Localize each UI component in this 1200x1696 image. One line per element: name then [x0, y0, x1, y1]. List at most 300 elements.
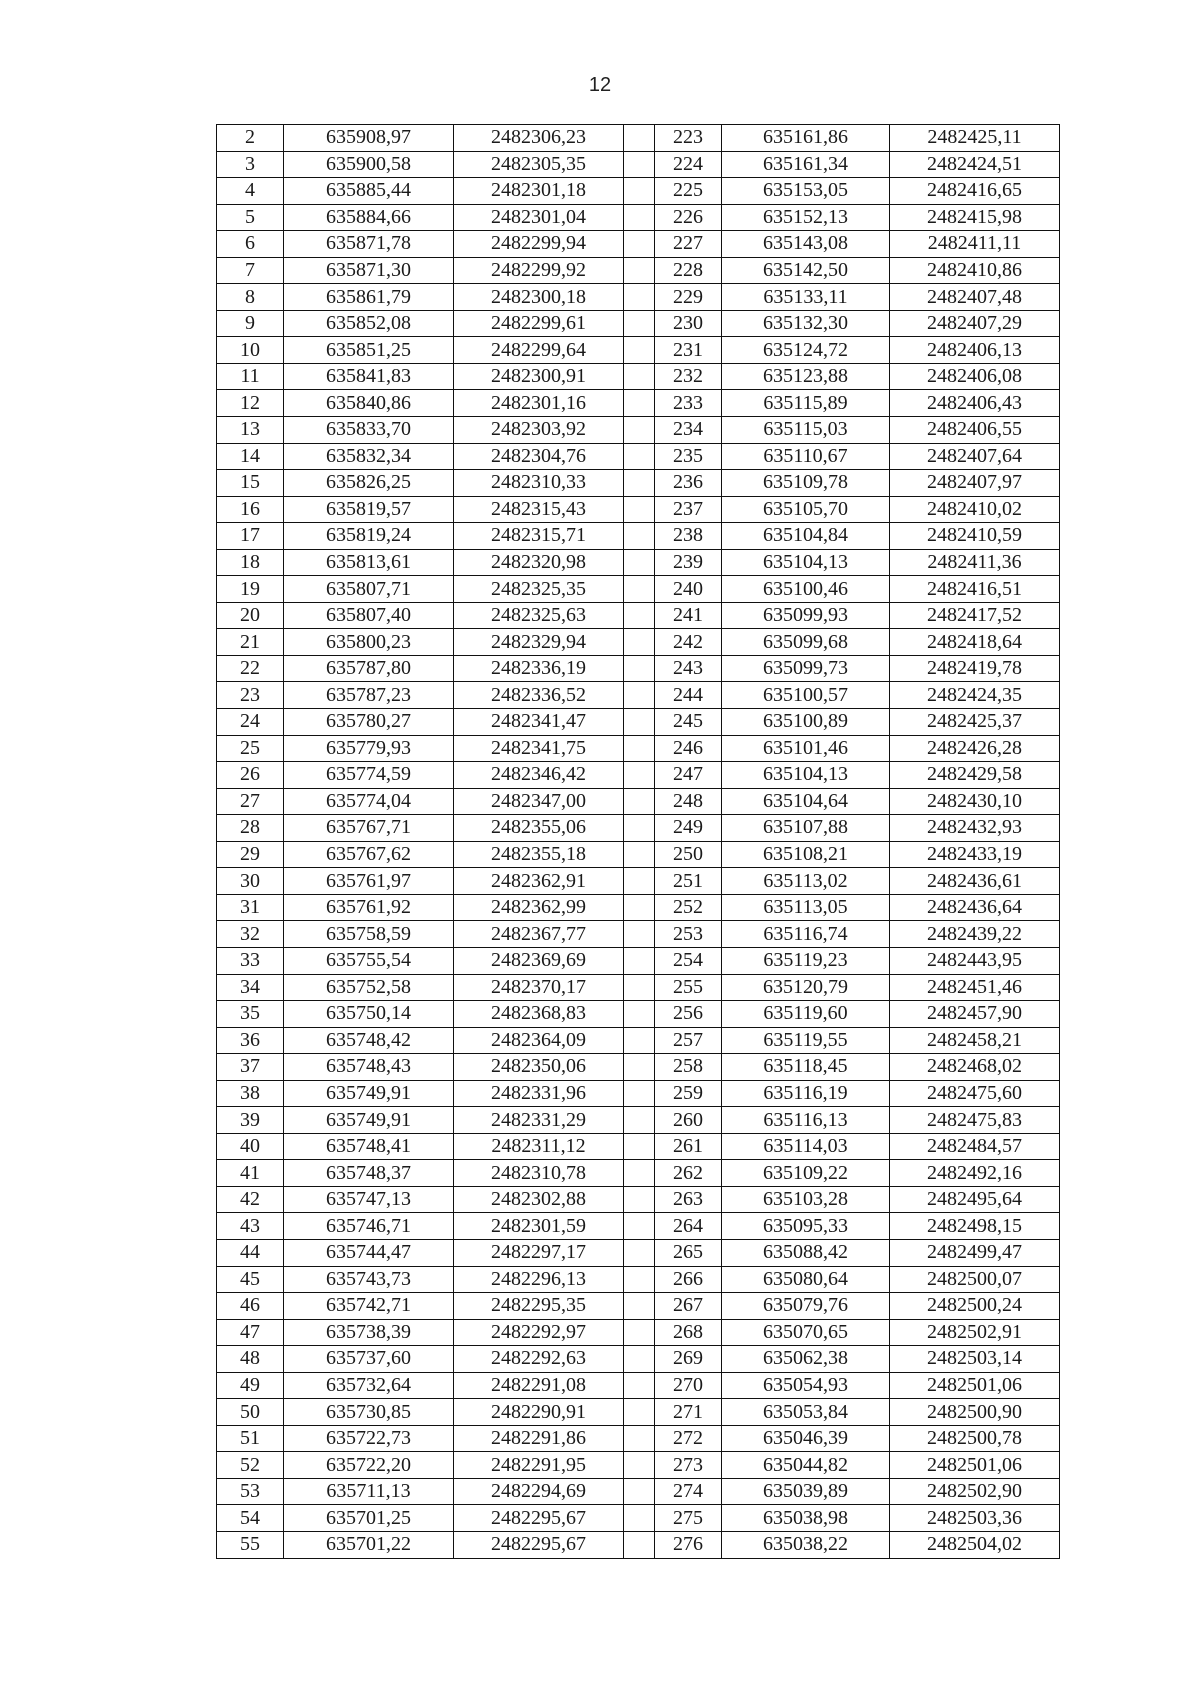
left-y-coordinate-cell: 2482295,67	[454, 1531, 624, 1558]
table-row	[217, 125, 1060, 152]
left-point-number-cell: 6	[217, 231, 284, 258]
separator-cell	[624, 1531, 655, 1558]
right-x-coordinate-cell: 635119,23	[722, 947, 890, 974]
right-y-coordinate-cell: 2482410,59	[890, 523, 1060, 550]
separator-cell	[624, 204, 655, 231]
left-y-coordinate-cell: 2482370,17	[454, 974, 624, 1001]
separator-cell	[624, 1186, 655, 1213]
right-y-coordinate-cell: 2482501,06	[890, 1372, 1060, 1399]
right-x-coordinate-cell: 635109,22	[722, 1160, 890, 1187]
left-x-coordinate-cell: 635779,93	[284, 735, 454, 762]
left-y-coordinate-cell: 2482299,64	[454, 337, 624, 364]
left-point-number-cell: 43	[217, 1213, 284, 1240]
separator-cell	[624, 1080, 655, 1107]
separator-cell	[624, 868, 655, 895]
left-point-number-cell: 4	[217, 178, 284, 205]
right-point-number-cell: 229	[655, 284, 722, 311]
left-point-number-cell: 9	[217, 310, 284, 337]
left-y-coordinate-cell: 2482341,47	[454, 709, 624, 736]
left-point-number-cell: 51	[217, 1425, 284, 1452]
table-row	[217, 257, 1060, 284]
right-y-coordinate-cell: 2482425,11	[890, 125, 1060, 152]
left-x-coordinate-cell: 635871,78	[284, 231, 454, 258]
table-row	[217, 576, 1060, 603]
table-row	[217, 1531, 1060, 1558]
left-y-coordinate-cell: 2482292,63	[454, 1346, 624, 1373]
left-y-coordinate-cell: 2482355,06	[454, 815, 624, 842]
right-x-coordinate-cell: 635103,28	[722, 1186, 890, 1213]
right-x-coordinate-cell: 635119,55	[722, 1027, 890, 1054]
left-x-coordinate-cell: 635730,85	[284, 1399, 454, 1426]
right-point-number-cell: 227	[655, 231, 722, 258]
left-point-number-cell: 15	[217, 470, 284, 497]
left-y-coordinate-cell: 2482301,18	[454, 178, 624, 205]
right-x-coordinate-cell: 635109,78	[722, 470, 890, 497]
left-x-coordinate-cell: 635800,23	[284, 629, 454, 656]
right-point-number-cell: 269	[655, 1346, 722, 1373]
table-row	[217, 1372, 1060, 1399]
right-point-number-cell: 258	[655, 1054, 722, 1081]
left-x-coordinate-cell: 635780,27	[284, 709, 454, 736]
left-y-coordinate-cell: 2482291,08	[454, 1372, 624, 1399]
left-x-coordinate-cell: 635752,58	[284, 974, 454, 1001]
left-y-coordinate-cell: 2482300,18	[454, 284, 624, 311]
left-y-coordinate-cell: 2482302,88	[454, 1186, 624, 1213]
separator-cell	[624, 1478, 655, 1505]
right-x-coordinate-cell: 635095,33	[722, 1213, 890, 1240]
separator-cell	[624, 337, 655, 364]
left-point-number-cell: 35	[217, 1001, 284, 1028]
left-point-number-cell: 40	[217, 1133, 284, 1160]
right-y-coordinate-cell: 2482416,65	[890, 178, 1060, 205]
left-point-number-cell: 3	[217, 151, 284, 178]
left-y-coordinate-cell: 2482304,76	[454, 443, 624, 470]
separator-cell	[624, 1239, 655, 1266]
left-x-coordinate-cell: 635819,24	[284, 523, 454, 550]
table-row	[217, 363, 1060, 390]
right-x-coordinate-cell: 635116,13	[722, 1107, 890, 1134]
table-row	[217, 709, 1060, 736]
left-point-number-cell: 17	[217, 523, 284, 550]
left-x-coordinate-cell: 635774,59	[284, 762, 454, 789]
right-y-coordinate-cell: 2482500,78	[890, 1425, 1060, 1452]
table-row	[217, 1133, 1060, 1160]
table-row	[217, 470, 1060, 497]
right-y-coordinate-cell: 2482406,13	[890, 337, 1060, 364]
left-y-coordinate-cell: 2482325,63	[454, 602, 624, 629]
separator-cell	[624, 947, 655, 974]
right-x-coordinate-cell: 635132,30	[722, 310, 890, 337]
right-point-number-cell: 257	[655, 1027, 722, 1054]
right-point-number-cell: 238	[655, 523, 722, 550]
right-x-coordinate-cell: 635161,86	[722, 125, 890, 152]
left-y-coordinate-cell: 2482364,09	[454, 1027, 624, 1054]
left-point-number-cell: 45	[217, 1266, 284, 1293]
left-y-coordinate-cell: 2482306,23	[454, 125, 624, 152]
right-x-coordinate-cell: 635113,05	[722, 894, 890, 921]
right-x-coordinate-cell: 635114,03	[722, 1133, 890, 1160]
left-y-coordinate-cell: 2482310,78	[454, 1160, 624, 1187]
table-row	[217, 1293, 1060, 1320]
left-x-coordinate-cell: 635884,66	[284, 204, 454, 231]
left-y-coordinate-cell: 2482303,92	[454, 417, 624, 444]
right-y-coordinate-cell: 2482418,64	[890, 629, 1060, 656]
right-x-coordinate-cell: 635038,22	[722, 1531, 890, 1558]
right-y-coordinate-cell: 2482411,36	[890, 549, 1060, 576]
table-row	[217, 1478, 1060, 1505]
left-point-number-cell: 52	[217, 1452, 284, 1479]
left-point-number-cell: 21	[217, 629, 284, 656]
left-x-coordinate-cell: 635749,91	[284, 1107, 454, 1134]
separator-cell	[624, 1505, 655, 1532]
table-row	[217, 762, 1060, 789]
left-point-number-cell: 25	[217, 735, 284, 762]
separator-cell	[624, 523, 655, 550]
table-row	[217, 629, 1060, 656]
left-y-coordinate-cell: 2482296,13	[454, 1266, 624, 1293]
right-point-number-cell: 266	[655, 1266, 722, 1293]
left-y-coordinate-cell: 2482301,16	[454, 390, 624, 417]
right-x-coordinate-cell: 635124,72	[722, 337, 890, 364]
right-y-coordinate-cell: 2482419,78	[890, 655, 1060, 682]
right-x-coordinate-cell: 635046,39	[722, 1425, 890, 1452]
table-row	[217, 1107, 1060, 1134]
right-point-number-cell: 250	[655, 841, 722, 868]
left-x-coordinate-cell: 635861,79	[284, 284, 454, 311]
right-x-coordinate-cell: 635161,34	[722, 151, 890, 178]
left-point-number-cell: 12	[217, 390, 284, 417]
left-x-coordinate-cell: 635813,61	[284, 549, 454, 576]
right-y-coordinate-cell: 2482468,02	[890, 1054, 1060, 1081]
right-point-number-cell: 263	[655, 1186, 722, 1213]
table-row	[217, 735, 1060, 762]
separator-cell	[624, 125, 655, 152]
separator-cell	[624, 1346, 655, 1373]
right-y-coordinate-cell: 2482475,83	[890, 1107, 1060, 1134]
left-x-coordinate-cell: 635900,58	[284, 151, 454, 178]
left-point-number-cell: 26	[217, 762, 284, 789]
left-y-coordinate-cell: 2482292,97	[454, 1319, 624, 1346]
left-y-coordinate-cell: 2482368,83	[454, 1001, 624, 1028]
separator-cell	[624, 310, 655, 337]
left-point-number-cell: 28	[217, 815, 284, 842]
right-point-number-cell: 275	[655, 1505, 722, 1532]
right-point-number-cell: 228	[655, 257, 722, 284]
left-x-coordinate-cell: 635851,25	[284, 337, 454, 364]
right-point-number-cell: 252	[655, 894, 722, 921]
left-x-coordinate-cell: 635767,71	[284, 815, 454, 842]
left-point-number-cell: 27	[217, 788, 284, 815]
right-y-coordinate-cell: 2482433,19	[890, 841, 1060, 868]
left-y-coordinate-cell: 2482290,91	[454, 1399, 624, 1426]
table-row	[217, 337, 1060, 364]
separator-cell	[624, 921, 655, 948]
table-row	[217, 151, 1060, 178]
separator-cell	[624, 1160, 655, 1187]
right-x-coordinate-cell: 635053,84	[722, 1399, 890, 1426]
right-point-number-cell: 245	[655, 709, 722, 736]
left-x-coordinate-cell: 635747,13	[284, 1186, 454, 1213]
separator-cell	[624, 1372, 655, 1399]
table-row	[217, 1399, 1060, 1426]
left-y-coordinate-cell: 2482350,06	[454, 1054, 624, 1081]
right-point-number-cell: 223	[655, 125, 722, 152]
left-x-coordinate-cell: 635755,54	[284, 947, 454, 974]
right-y-coordinate-cell: 2482500,90	[890, 1399, 1060, 1426]
separator-cell	[624, 735, 655, 762]
right-x-coordinate-cell: 635153,05	[722, 178, 890, 205]
left-point-number-cell: 42	[217, 1186, 284, 1213]
right-x-coordinate-cell: 635115,89	[722, 390, 890, 417]
right-y-coordinate-cell: 2482502,90	[890, 1478, 1060, 1505]
left-x-coordinate-cell: 635819,57	[284, 496, 454, 523]
table-row	[217, 788, 1060, 815]
separator-cell	[624, 1027, 655, 1054]
left-point-number-cell: 55	[217, 1531, 284, 1558]
left-y-coordinate-cell: 2482315,71	[454, 523, 624, 550]
right-x-coordinate-cell: 635152,13	[722, 204, 890, 231]
separator-cell	[624, 1266, 655, 1293]
table-row	[217, 1186, 1060, 1213]
right-x-coordinate-cell: 635080,64	[722, 1266, 890, 1293]
right-y-coordinate-cell: 2482407,29	[890, 310, 1060, 337]
right-y-coordinate-cell: 2482425,37	[890, 709, 1060, 736]
table-row	[217, 1346, 1060, 1373]
right-point-number-cell: 254	[655, 947, 722, 974]
left-y-coordinate-cell: 2482299,94	[454, 231, 624, 258]
left-x-coordinate-cell: 635738,39	[284, 1319, 454, 1346]
right-x-coordinate-cell: 635100,46	[722, 576, 890, 603]
separator-cell	[624, 470, 655, 497]
right-x-coordinate-cell: 635104,84	[722, 523, 890, 550]
left-x-coordinate-cell: 635832,34	[284, 443, 454, 470]
right-point-number-cell: 246	[655, 735, 722, 762]
right-point-number-cell: 234	[655, 417, 722, 444]
right-y-coordinate-cell: 2482407,97	[890, 470, 1060, 497]
right-point-number-cell: 231	[655, 337, 722, 364]
right-y-coordinate-cell: 2482501,06	[890, 1452, 1060, 1479]
right-point-number-cell: 251	[655, 868, 722, 895]
right-y-coordinate-cell: 2482406,43	[890, 390, 1060, 417]
table-row	[217, 204, 1060, 231]
right-point-number-cell: 230	[655, 310, 722, 337]
table-row	[217, 417, 1060, 444]
table-row	[217, 894, 1060, 921]
left-y-coordinate-cell: 2482297,17	[454, 1239, 624, 1266]
separator-cell	[624, 549, 655, 576]
left-x-coordinate-cell: 635841,83	[284, 363, 454, 390]
right-point-number-cell: 261	[655, 1133, 722, 1160]
separator-cell	[624, 1319, 655, 1346]
table-row	[217, 1213, 1060, 1240]
left-x-coordinate-cell: 635746,71	[284, 1213, 454, 1240]
left-point-number-cell: 41	[217, 1160, 284, 1187]
right-x-coordinate-cell: 635099,93	[722, 602, 890, 629]
separator-cell	[624, 1293, 655, 1320]
separator-cell	[624, 417, 655, 444]
right-y-coordinate-cell: 2482504,02	[890, 1531, 1060, 1558]
left-y-coordinate-cell: 2482295,35	[454, 1293, 624, 1320]
right-y-coordinate-cell: 2482415,98	[890, 204, 1060, 231]
left-point-number-cell: 13	[217, 417, 284, 444]
table-row	[217, 549, 1060, 576]
left-y-coordinate-cell: 2482362,99	[454, 894, 624, 921]
right-point-number-cell: 273	[655, 1452, 722, 1479]
right-point-number-cell: 224	[655, 151, 722, 178]
separator-cell	[624, 496, 655, 523]
left-point-number-cell: 44	[217, 1239, 284, 1266]
right-x-coordinate-cell: 635088,42	[722, 1239, 890, 1266]
right-y-coordinate-cell: 2482436,61	[890, 868, 1060, 895]
right-x-coordinate-cell: 635120,79	[722, 974, 890, 1001]
separator-cell	[624, 841, 655, 868]
left-x-coordinate-cell: 635748,43	[284, 1054, 454, 1081]
right-y-coordinate-cell: 2482411,11	[890, 231, 1060, 258]
table-row	[217, 231, 1060, 258]
left-x-coordinate-cell: 635742,71	[284, 1293, 454, 1320]
separator-cell	[624, 815, 655, 842]
right-point-number-cell: 225	[655, 178, 722, 205]
table-row	[217, 682, 1060, 709]
table-row	[217, 1239, 1060, 1266]
right-x-coordinate-cell: 635115,03	[722, 417, 890, 444]
left-y-coordinate-cell: 2482299,92	[454, 257, 624, 284]
right-point-number-cell: 267	[655, 1293, 722, 1320]
right-y-coordinate-cell: 2482499,47	[890, 1239, 1060, 1266]
left-x-coordinate-cell: 635807,40	[284, 602, 454, 629]
left-point-number-cell: 39	[217, 1107, 284, 1134]
left-x-coordinate-cell: 635737,60	[284, 1346, 454, 1373]
separator-cell	[624, 894, 655, 921]
separator-cell	[624, 1054, 655, 1081]
table-row	[217, 1319, 1060, 1346]
left-y-coordinate-cell: 2482295,67	[454, 1505, 624, 1532]
table-row	[217, 974, 1060, 1001]
right-x-coordinate-cell: 635110,67	[722, 443, 890, 470]
left-y-coordinate-cell: 2482367,77	[454, 921, 624, 948]
right-y-coordinate-cell: 2482424,51	[890, 151, 1060, 178]
left-point-number-cell: 50	[217, 1399, 284, 1426]
left-x-coordinate-cell: 635743,73	[284, 1266, 454, 1293]
left-point-number-cell: 7	[217, 257, 284, 284]
right-x-coordinate-cell: 635099,73	[722, 655, 890, 682]
right-x-coordinate-cell: 635099,68	[722, 629, 890, 656]
right-y-coordinate-cell: 2482407,48	[890, 284, 1060, 311]
table-row	[217, 1266, 1060, 1293]
right-y-coordinate-cell: 2482426,28	[890, 735, 1060, 762]
right-point-number-cell: 256	[655, 1001, 722, 1028]
right-y-coordinate-cell: 2482424,35	[890, 682, 1060, 709]
left-point-number-cell: 53	[217, 1478, 284, 1505]
separator-cell	[624, 1425, 655, 1452]
left-x-coordinate-cell: 635748,41	[284, 1133, 454, 1160]
left-point-number-cell: 49	[217, 1372, 284, 1399]
separator-cell	[624, 602, 655, 629]
left-y-coordinate-cell: 2482325,35	[454, 576, 624, 603]
right-y-coordinate-cell: 2482475,60	[890, 1080, 1060, 1107]
left-y-coordinate-cell: 2482331,29	[454, 1107, 624, 1134]
table-row	[217, 947, 1060, 974]
table-row	[217, 1452, 1060, 1479]
right-x-coordinate-cell: 635108,21	[722, 841, 890, 868]
right-y-coordinate-cell: 2482503,36	[890, 1505, 1060, 1532]
right-y-coordinate-cell: 2482451,46	[890, 974, 1060, 1001]
separator-cell	[624, 1452, 655, 1479]
table-row	[217, 523, 1060, 550]
right-point-number-cell: 244	[655, 682, 722, 709]
left-x-coordinate-cell: 635722,73	[284, 1425, 454, 1452]
right-y-coordinate-cell: 2482443,95	[890, 947, 1060, 974]
table-row	[217, 868, 1060, 895]
right-y-coordinate-cell: 2482406,08	[890, 363, 1060, 390]
right-y-coordinate-cell: 2482429,58	[890, 762, 1060, 789]
table-row	[217, 310, 1060, 337]
left-point-number-cell: 48	[217, 1346, 284, 1373]
table-row	[217, 815, 1060, 842]
table-row	[217, 1080, 1060, 1107]
right-x-coordinate-cell: 635116,19	[722, 1080, 890, 1107]
right-point-number-cell: 265	[655, 1239, 722, 1266]
left-point-number-cell: 47	[217, 1319, 284, 1346]
right-x-coordinate-cell: 635044,82	[722, 1452, 890, 1479]
left-y-coordinate-cell: 2482347,00	[454, 788, 624, 815]
left-point-number-cell: 20	[217, 602, 284, 629]
right-point-number-cell: 237	[655, 496, 722, 523]
right-y-coordinate-cell: 2482484,57	[890, 1133, 1060, 1160]
left-point-number-cell: 19	[217, 576, 284, 603]
left-x-coordinate-cell: 635749,91	[284, 1080, 454, 1107]
table-row	[217, 1001, 1060, 1028]
right-x-coordinate-cell: 635100,57	[722, 682, 890, 709]
right-x-coordinate-cell: 635101,46	[722, 735, 890, 762]
left-y-coordinate-cell: 2482310,33	[454, 470, 624, 497]
separator-cell	[624, 284, 655, 311]
left-point-number-cell: 34	[217, 974, 284, 1001]
right-y-coordinate-cell: 2482457,90	[890, 1001, 1060, 1028]
left-y-coordinate-cell: 2482301,59	[454, 1213, 624, 1240]
right-point-number-cell: 243	[655, 655, 722, 682]
table-row	[217, 178, 1060, 205]
right-point-number-cell: 232	[655, 363, 722, 390]
separator-cell	[624, 257, 655, 284]
separator-cell	[624, 1133, 655, 1160]
left-y-coordinate-cell: 2482301,04	[454, 204, 624, 231]
right-point-number-cell: 255	[655, 974, 722, 1001]
table-row	[217, 1160, 1060, 1187]
right-point-number-cell: 270	[655, 1372, 722, 1399]
left-point-number-cell: 11	[217, 363, 284, 390]
right-x-coordinate-cell: 635133,11	[722, 284, 890, 311]
table-row	[217, 602, 1060, 629]
right-y-coordinate-cell: 2482410,86	[890, 257, 1060, 284]
right-y-coordinate-cell: 2482495,64	[890, 1186, 1060, 1213]
right-point-number-cell: 247	[655, 762, 722, 789]
right-x-coordinate-cell: 635062,38	[722, 1346, 890, 1373]
right-point-number-cell: 240	[655, 576, 722, 603]
left-x-coordinate-cell: 635774,04	[284, 788, 454, 815]
right-y-coordinate-cell: 2482430,10	[890, 788, 1060, 815]
right-x-coordinate-cell: 635038,98	[722, 1505, 890, 1532]
right-x-coordinate-cell: 635116,74	[722, 921, 890, 948]
separator-cell	[624, 443, 655, 470]
left-x-coordinate-cell: 635840,86	[284, 390, 454, 417]
right-point-number-cell: 235	[655, 443, 722, 470]
right-y-coordinate-cell: 2482436,64	[890, 894, 1060, 921]
separator-cell	[624, 762, 655, 789]
table-row	[217, 655, 1060, 682]
left-x-coordinate-cell: 635744,47	[284, 1239, 454, 1266]
right-x-coordinate-cell: 635100,89	[722, 709, 890, 736]
